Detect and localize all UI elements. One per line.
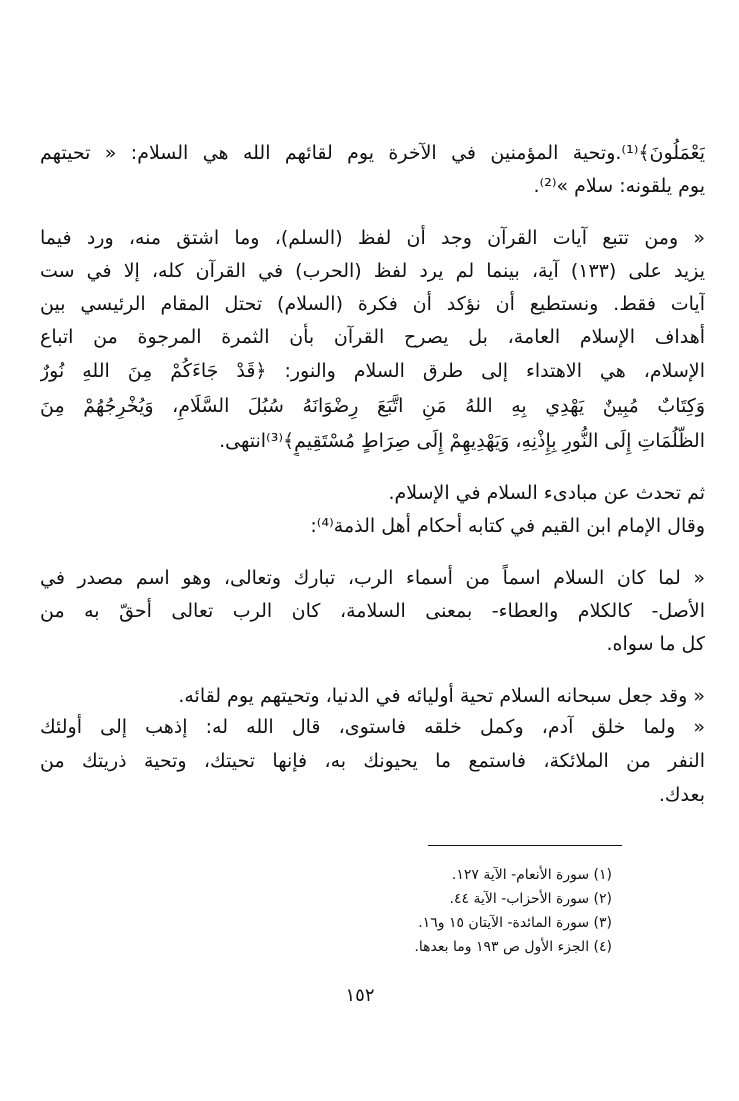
- text-line: ثم تحدث عن مبادىء السلام في الإسلام.: [388, 482, 705, 504]
- page-number: ١٥٢: [345, 985, 375, 1006]
- text-line: الظُّلُمَاتِ إِلَى النُّورِ بِإِذْنِهِ، وَيَهْدِيهِمْ إِلَى صِرَاطٍ مُسْتَقِيمٍ﴾⁽³⁾انتهى.: [219, 430, 705, 452]
- text-line: الأصل- كالكلام والعطاء- بمعنى السلامة، كان الرب تعالى أحقّ به من: [40, 600, 705, 622]
- text-line: الإسلام، هي الاهتداء إلى طرق السلام والنور: ﴿قَدْ جَاءَكُمْ مِنَ اللهِ نُورٌ: [40, 360, 705, 382]
- text-line: يزيد على (١٣٣) آية، بينما لم يرد لفظ (الحرب) في القرآن كله، إلا في ست: [40, 260, 705, 282]
- footnote: (٢) سورة الأحزاب- الآية ٤٤.: [449, 891, 612, 907]
- footnote: (٤) الجزء الأول ص ١٩٣ وما بعدها.: [414, 939, 612, 955]
- footnote: (٣) سورة المائدة- الآيتان ١٥ و١٦.: [418, 915, 612, 931]
- text-line: وَكِتَابٌ مُبِينٌ يَهْدِي بِهِ اللهُ مَنِ اتَّبَعَ رِضْوَانَهُ سُبُلَ السَّلَامِ، وَيُخْرِجُهُمْ مِنَ: [40, 395, 705, 417]
- text-line: أهداف الإسلام العامة، بل يصرح القرآن بأن الثمرة المرجوة من اتباع: [40, 326, 705, 348]
- text-line: يوم يلقونه: سلام »⁽²⁾.: [533, 175, 705, 197]
- text-line: وقال الإمام ابن القيم في كتابه أحكام أهل الذمة⁽⁴⁾:: [310, 515, 705, 537]
- text-line: « وقد جعل سبحانه السلام تحية أوليائه في الدنيا، وتحيتهم يوم لقائه.: [178, 685, 705, 707]
- text-line: بعدك.: [658, 784, 705, 806]
- text-line: يَعْمَلُونَ﴾⁽¹⁾.وتحية المؤمنين في الآخرة يوم لقائهم الله هي السلام: « تحيتهم: [40, 142, 705, 164]
- footnote: (١) سورة الأنعام- الآية ١٢٧.: [451, 867, 612, 883]
- text-line: كل ما سواه.: [606, 633, 705, 655]
- text-line: « لما كان السلام اسماً من أسماء الرب، تبارك وتعالى، وهو اسم مصدر في: [40, 567, 705, 589]
- text-line: النفر من الملائكة، فاستمع ما يحيونك به، فإنها تحيتك، وتحية ذريتك من: [40, 750, 705, 772]
- text-line: « ومن تتبع آيات القرآن وجد أن لفظ (السلم)، وما اشتق منه، ورد فيما: [40, 227, 705, 249]
- footnote-separator: [428, 845, 622, 846]
- text-line: « ولما خلق آدم، وكمل خلقه فاستوى، قال الله له: إذهب إلى أولئك: [40, 716, 705, 738]
- text-line: آيات فقط. ونستطيع أن نؤكد أن فكرة (السلام) تحتل المقام الرئيسي بين: [40, 293, 705, 315]
